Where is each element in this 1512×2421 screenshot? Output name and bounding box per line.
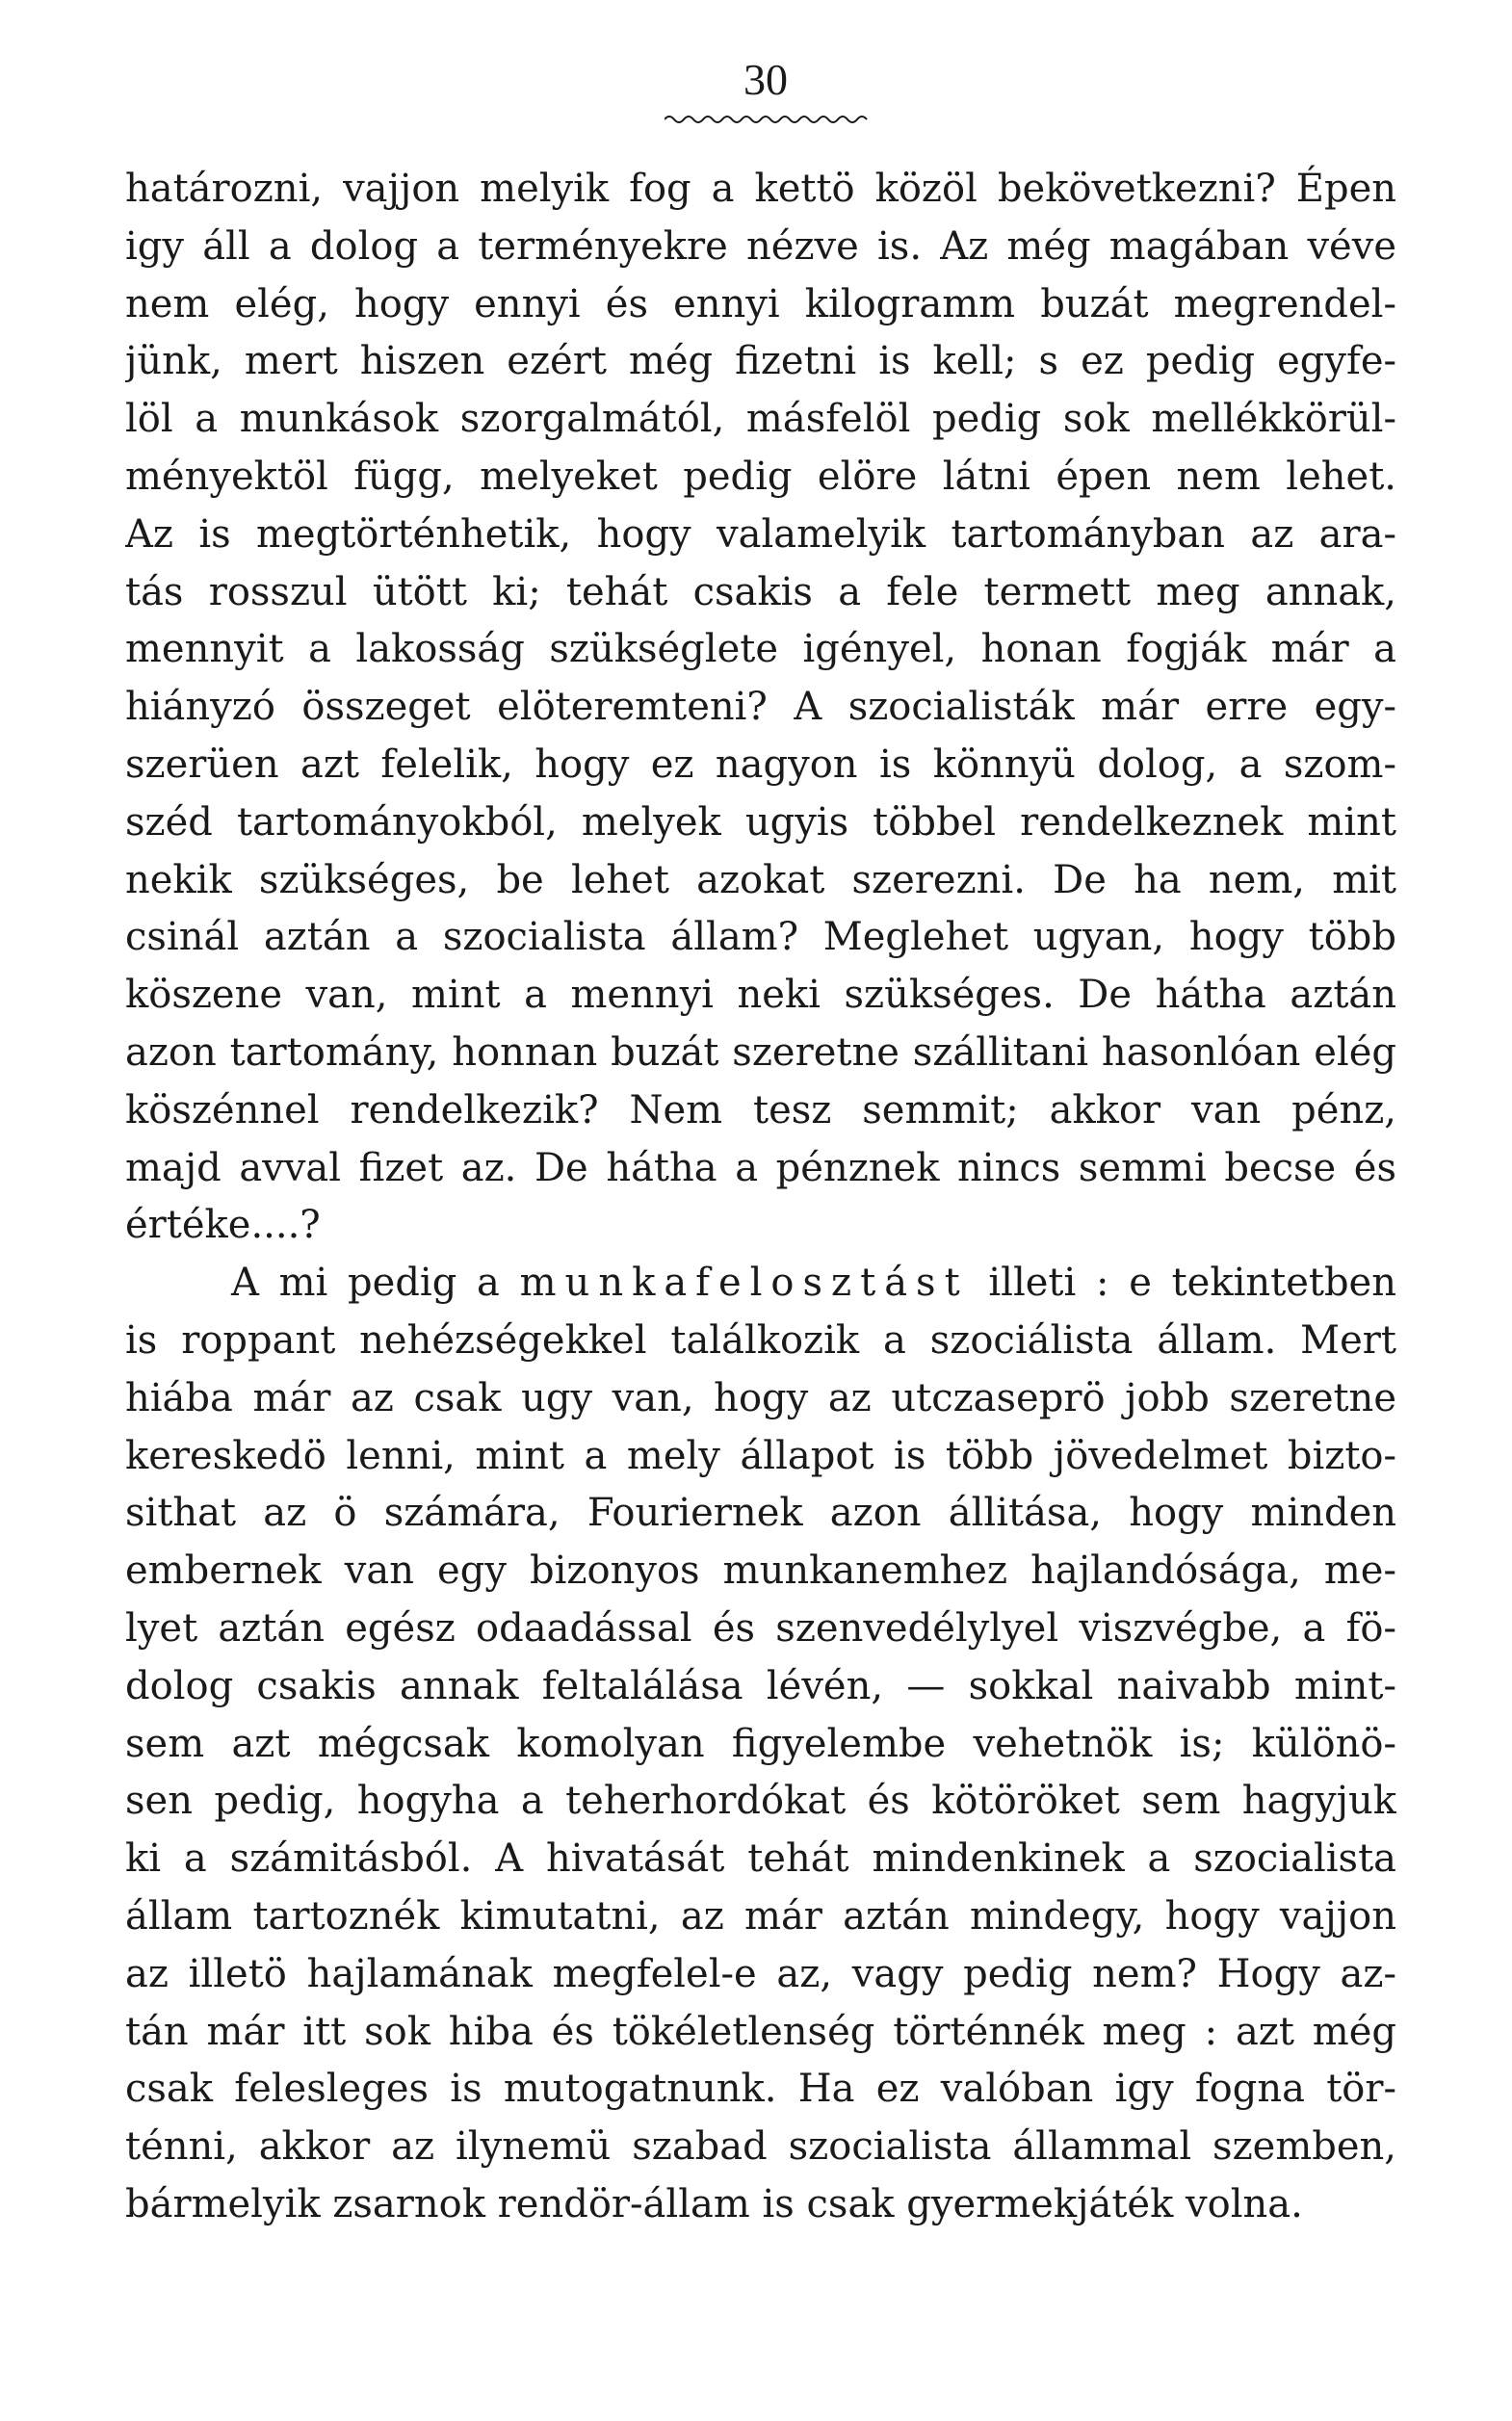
text-line: ki a számitásból. A hivatását tehát mindenkinek a szocialista (125, 1836, 1396, 1882)
text-line: jünk, mert hiszen ezért még fizetni is kell; s ez pedig egyfe- (125, 339, 1396, 384)
text-line: szerüen azt felelik, hogy ez nagyon is könnyü dolog, a szom- (125, 742, 1396, 787)
text-line: csinál aztán a szocialista állam? Meglehet ugyan, hogy több (125, 915, 1396, 960)
text-fragment: A mi pedig a (231, 1261, 520, 1306)
text-line: állam tartoznék kimutatni, az már aztán mindegy, hogy vajjon (125, 1893, 1396, 1939)
text-line: tán már itt sok hiba és tökéletlenség történnék meg : azt még (125, 2009, 1396, 2054)
text-line: kereskedö lenni, mint a mely állapot is több jövedelmet bizto- (125, 1433, 1396, 1478)
text-line: sithat az ö számára, Fouriernek azon állitása, hogy minden (125, 1491, 1396, 1536)
text-line: lyet aztán egész odaadással és szenvedélylyel viszvégbe, a fö- (125, 1605, 1396, 1651)
text-line: hiányzó összeget elöteremteni? A szocialisták már erre egy- (125, 685, 1396, 730)
text-line: csak felesleges is mutogatnunk. Ha ez valóban igy fogna tör- (125, 2067, 1396, 2112)
text-line: majd avval fizet az. De hátha a pénznek nincs semmi becse és (125, 1145, 1396, 1190)
text-line: Az is megtörténhetik, hogy valamelyik tartományban az ara- (125, 511, 1396, 557)
text-line: nem elég, hogy ennyi és ennyi kilogramm buzát megrendel- (125, 281, 1396, 326)
text-line: dolog csakis annak feltalálása lévén, — sokkal naivabb mint- (125, 1663, 1396, 1708)
text-line: köszénnel rendelkezik? Nem tesz semmit; akkor van pénz, (125, 1087, 1396, 1132)
text-line: bármelyik zsarnok rendör-állam is csak gyermekjáték volna. (125, 2181, 1303, 2226)
paragraph-2 (125, 1255, 1396, 2234)
text-line: az illetö hajlamának megfelel-e az, vagy pedig nem? Hogy az- (125, 1951, 1396, 1996)
text-line: igy áll a dolog a terményekre nézve is. Az még magában véve (125, 223, 1396, 269)
text-line: ténni, akkor az ilynemü szabad szocialista állammal szemben, (125, 2124, 1396, 2170)
emphasized-term: munkafelosztást (519, 1261, 969, 1306)
body-text (125, 161, 1396, 2234)
text-line: tás rosszul ütött ki; tehát csakis a fele termett meg annak, (125, 569, 1396, 614)
text-line: köszene van, mint a mennyi neki szükséges. De hátha aztán (125, 973, 1396, 1018)
text-line: mennyit a lakosság szükséglete igényel, honan fogják már a (125, 627, 1396, 672)
text-line: ményektöl függ, melyeket pedig elöre látni épen nem lehet. (125, 454, 1396, 499)
text-line: sen pedig, hogyha a teherhordókat és kötöröket sem hagyjuk (125, 1779, 1396, 1824)
text-line: löl a munkások szorgalmától, másfelöl pedig sok mellékkörül- (125, 397, 1396, 442)
text-line: határozni, vajjon melyik fog a kettö közöl bekövetkezni? Épen (125, 167, 1396, 211)
text-fragment: illeti : e tekintetben (968, 1261, 1396, 1306)
text-line: embernek van egy bizonyos munkanemhez hajlandósága, me- (125, 1549, 1396, 1594)
text-line: hiába már az csak ugy van, hogy az utczaseprö jobb szeretne (125, 1375, 1396, 1420)
wavy-rule-ornament (665, 114, 869, 125)
page-number: 30 (743, 55, 788, 104)
text-line: azon tartomány, honnan buzát szeretne szállitani hasonlóan elég (125, 1029, 1396, 1075)
text-line: is roppant nehézségekkel találkozik a szociálista állam. Mert (125, 1317, 1396, 1363)
text-line: széd tartományokból, melyek ugyis többel rendelkeznek mint (125, 799, 1396, 845)
text-line: értéke....? (125, 1203, 321, 1248)
text-line: nekik szükséges, be lehet azokat szerezni. De ha nem, mit (125, 857, 1396, 902)
text-line: sem azt mégcsak komolyan figyelembe vehetnök is; különö- (125, 1721, 1396, 1766)
paragraph-2-first-line (125, 1255, 1396, 1313)
paragraph-1 (125, 161, 1396, 1255)
